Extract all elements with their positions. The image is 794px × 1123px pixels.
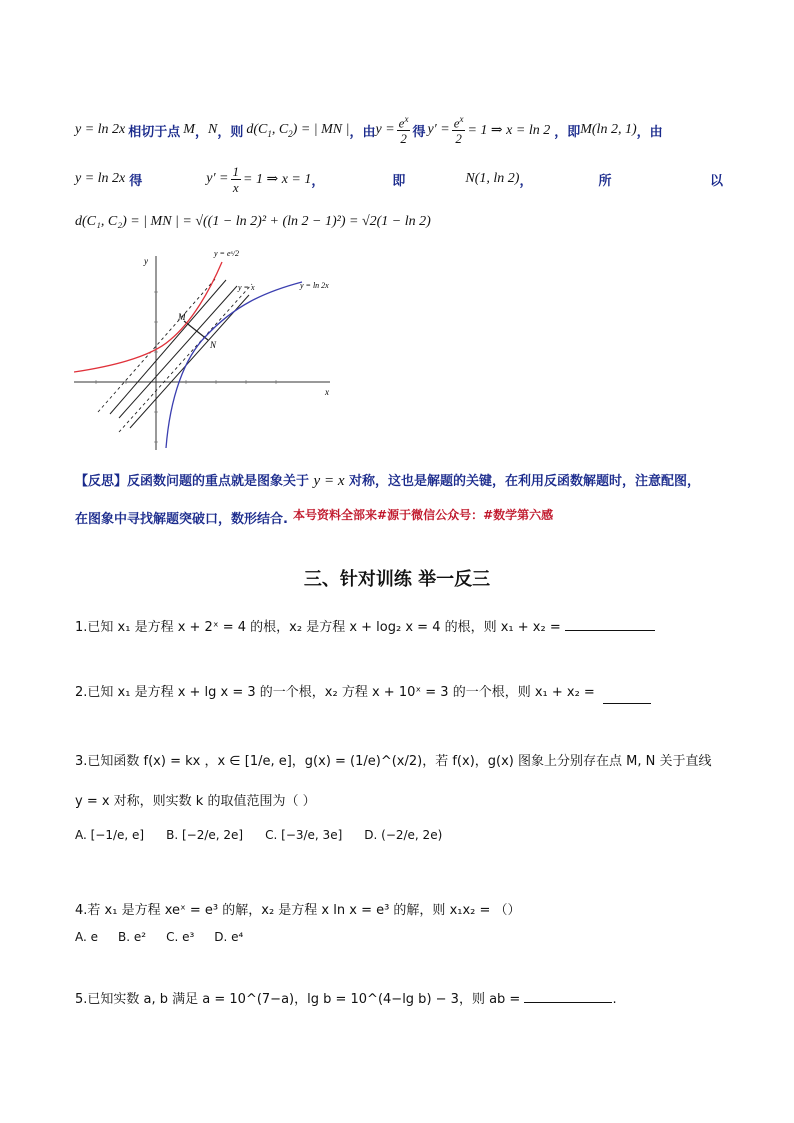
equation: y′ = [427,122,450,137]
equation: y = x [313,473,345,489]
problem-3-line-2: y = x 对称，则实数 k 的取值范围为（ ） [75,794,316,809]
answer-blank[interactable] [524,1002,612,1003]
problem-3-line-1: 3.已知函数 f(x) = kx ，x ∈ [1/e, e]，g(x) = (1/e)^(x/2)，若 f(x)，g(x) 图象上分别存在点 M, N 关于直线 [75,754,712,769]
text: 得 [412,124,426,140]
denominator: 2 [400,131,407,147]
solution-line-1 [75,112,663,148]
text: ，即 [554,124,581,140]
solution-line-2 [75,160,723,198]
numerator: 1 [232,163,240,179]
source-note: 本号资料全部来#源于微信公众号：#数学第六感 [293,508,554,522]
fraction [231,165,242,194]
text: ) = | MN | [292,121,350,137]
m-label: M [178,312,186,322]
problem-text: 2.已知 x₁ 是方程 x + lg x = 3 的一个根，x₂ 方程 x + 10ˣ = 3 的一个根，则 x₁ + x₂ = [75,685,595,700]
text: e [453,115,460,131]
option-a[interactable]: A. e [75,930,99,944]
problem-text: 5.已知实数 a, b 满足 a = 10^(7−a)，lg b = 10^(4−lg b) − 3，则 ab = [75,992,521,1007]
equation: = 1 ⇒ x = 1 [243,171,312,187]
text: 即 [392,173,406,189]
point-m: M [183,122,195,137]
reflection-prefix: 【反思】反函数问题的重点就是图象关于 [75,474,310,489]
section-title: 三、针对训练 举一反三 [303,569,491,590]
problem-4: 4.若 x₁ 是方程 xeˣ = e³ 的解，x₂ 是方程 x ln x = e³ 的解，则 x₁x₂ = （） [75,903,521,918]
denominator: 2 [455,131,462,147]
option-d[interactable]: D. (−2/e, 2e) [364,828,443,842]
equation: y′ = [206,171,229,186]
text: e [398,115,405,131]
text: 以 [709,173,723,189]
reflection-suffix: 对称，这也是解题的关键，在利用反函数解题时，注意配图， [349,474,701,489]
point-n: N [207,122,218,137]
exp-curve [74,262,222,372]
fraction [452,115,466,145]
text: , C [271,121,289,137]
subscript: 1 [267,128,272,139]
denominator: x [232,179,239,195]
option-c[interactable]: C. [−3/e, 3e] [265,828,343,842]
yx-label: y = x [238,283,255,292]
text: ， [311,173,325,189]
option-d[interactable]: D. e⁴ [214,930,244,944]
option-a[interactable]: A. [−1/e, e] [75,828,145,842]
subscript: 2 [288,128,293,139]
n-label: N [210,340,217,350]
equation: y = [375,122,395,137]
option-c[interactable]: C. e³ [166,930,195,944]
text: ，则 [217,124,244,140]
problem-2 [75,681,651,700]
problem-1 [75,616,655,635]
equation: = 1 ⇒ x = ln 2 [467,122,551,138]
exp-label: y = eˣ/2 [214,249,239,258]
reflection-line-1 [75,470,700,490]
text: ，由 [349,124,376,140]
text: 相切于点 [128,124,181,140]
parallel-lines [110,280,249,428]
problem-3-options [75,828,442,842]
reflection-line-2 [75,508,553,527]
option-b[interactable]: B. [−2/e, 2e] [166,828,244,842]
fraction [397,115,411,145]
superscript: x [404,113,409,124]
option-b[interactable]: B. e² [118,930,147,944]
tangent-line-n [130,295,249,428]
function-graph [74,248,336,452]
problem-text: 1.已知 x₁ 是方程 x + 2ˣ = 4 的根，x₂ 是方程 x + log₂ x = 4 的根，则 x₁ + x₂ = [75,620,561,635]
equation: N(1, ln 2) [465,171,520,186]
ln-curve [166,282,302,448]
solution-line-3: d(C₁, C₂) = | MN | = √((1 − ln 2)² + (ln 2 − 1)²) = √2(1 − ln 2) [75,214,431,229]
equation [246,122,349,139]
line-y-equals-x [119,286,237,418]
equation: y = ln 2x [75,171,126,186]
text: ， [519,173,533,189]
ln-label: y = ln 2x [300,281,329,290]
axis-ticks [96,292,276,442]
y-axis-label: y [144,256,148,266]
text: d(C [246,121,268,137]
problem-5 [75,988,617,1007]
x-axis-label: x [325,387,329,397]
equation: M(ln 2, 1) [580,122,637,137]
text: ，由 [636,124,663,140]
tangent-line-m [110,280,226,414]
equation: y = ln 2x [75,122,126,137]
text: 得 [129,173,143,189]
text: ， [194,124,208,140]
problem-4-options [75,930,243,944]
text: 所 [598,173,612,189]
period: . [612,992,617,1007]
superscript: x [459,113,464,124]
reflection-text: 在图象中寻找解题突破口，数形结合. [75,512,288,527]
answer-blank[interactable] [565,630,655,631]
answer-blank[interactable] [603,703,651,704]
